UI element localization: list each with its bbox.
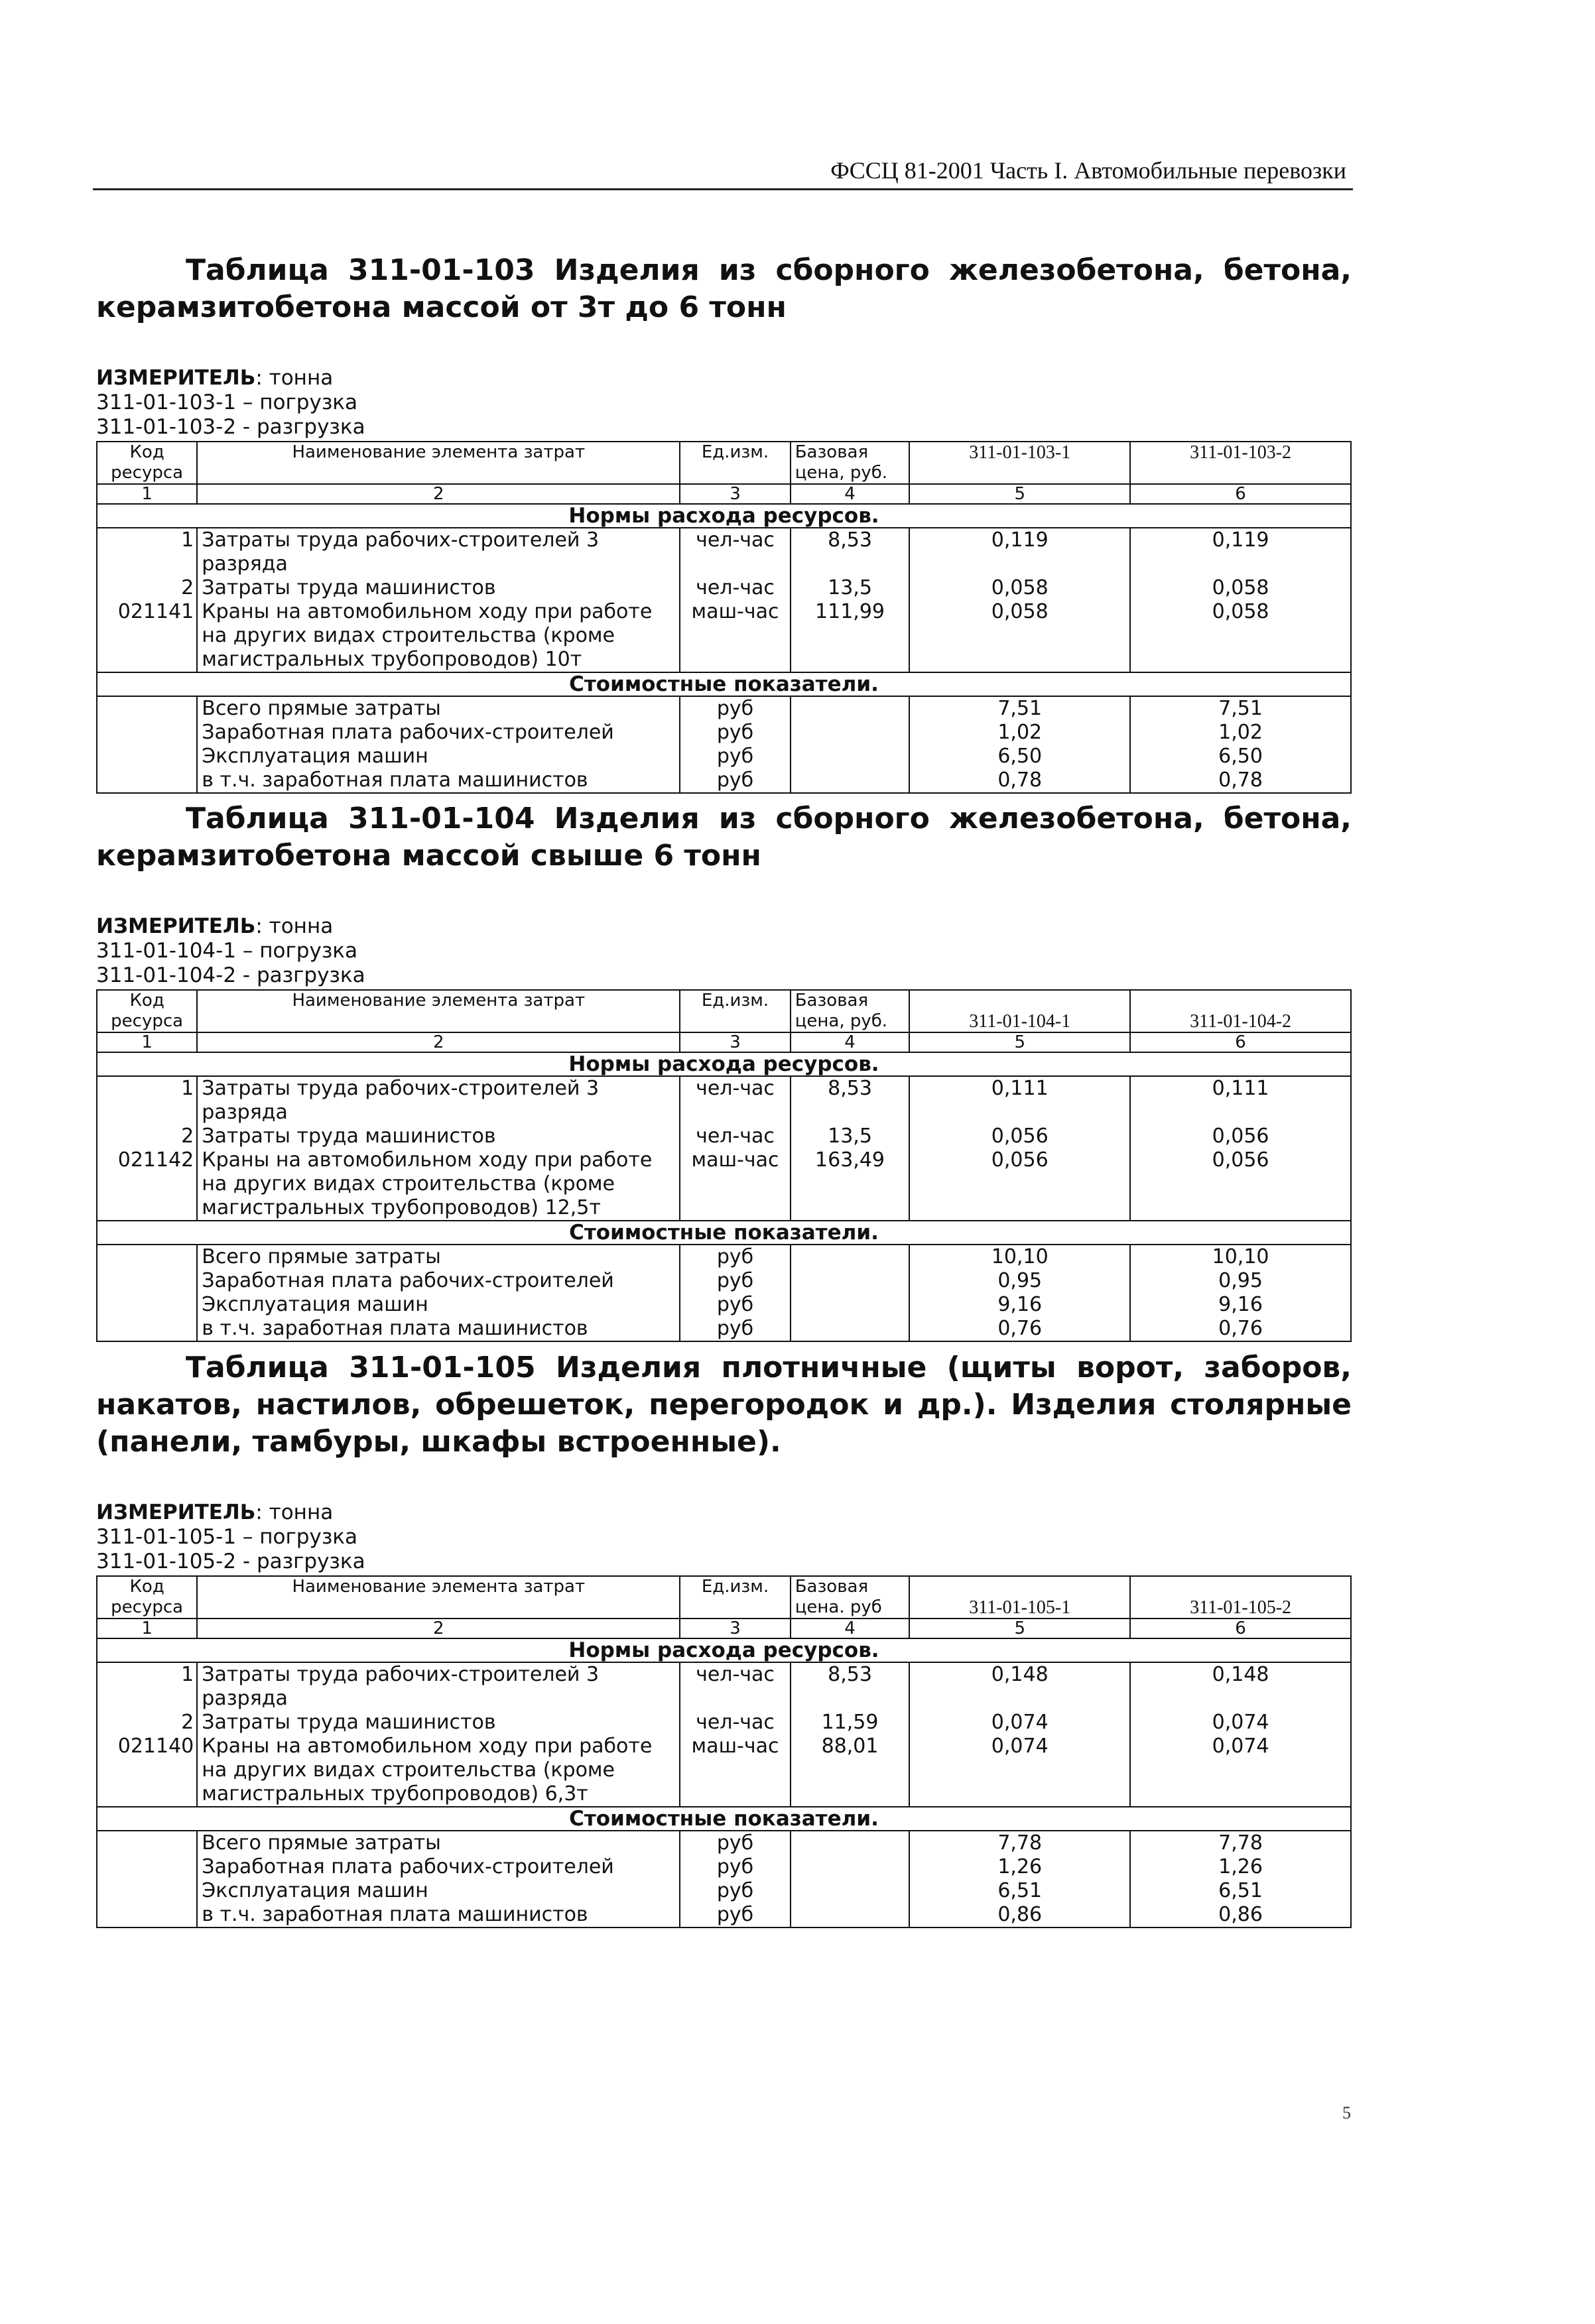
resource-unit: чел-час (680, 576, 790, 600)
column-number: 5 (909, 1619, 1130, 1638)
resource-price: 13,5 (791, 576, 910, 600)
resource-name: Затраты труда машинистов (197, 1711, 680, 1735)
value-col6: 0,074 (1130, 1735, 1351, 1807)
header-price: Базовая цена, руб. (791, 442, 910, 484)
cost-row (97, 1269, 1351, 1293)
cost-code-empty (97, 1269, 197, 1293)
value-col6: 0,056 (1130, 1148, 1351, 1221)
cost-col6: 1,02 (1130, 721, 1351, 745)
meter-label: ИЗМЕРИТЕЛЬ (96, 366, 256, 390)
column-number: 4 (791, 484, 910, 504)
page-number: 5 (1342, 2103, 1351, 2122)
header-col6: 311-01-105-2 (1130, 1576, 1351, 1619)
cost-row (97, 1831, 1351, 1855)
norms-band (97, 1638, 1351, 1662)
page-header (93, 156, 1353, 190)
resource-code: 021142 (97, 1148, 197, 1221)
value-col5: 0,058 (909, 600, 1130, 672)
resource-unit: чел-час (680, 1711, 790, 1735)
operation-loading: 311-01-103-1 – погрузка (96, 391, 358, 414)
value-col5: 0,148 (909, 1662, 1130, 1711)
cost-name: Эксплуатация машин (197, 1293, 680, 1317)
meter-line (96, 1500, 1352, 1525)
header-col5: 311-01-104-1 (909, 990, 1130, 1032)
resource-name: Затраты труда машинистов (197, 1125, 680, 1148)
header-col6: 311-01-104-2 (1130, 990, 1351, 1032)
cost-name: Эксплуатация машин (197, 1879, 680, 1903)
value-col6: 0,058 (1130, 600, 1351, 672)
resource-name: Краны на автомобильном ходу при работе на других видах строительства (кроме магистральных трубопроводов) 12,5т (197, 1148, 680, 1221)
cost-row (97, 1903, 1351, 1927)
table-title: Таблица 311-01-104 Изделия из сборного железобетона, бетона, керамзитобетона массой свыше 6 тонн (96, 802, 1352, 873)
resource-table (96, 1575, 1352, 1928)
resource-unit: чел-час (680, 1662, 790, 1711)
norm-row (97, 1148, 1351, 1221)
cost-code-empty (97, 1903, 197, 1927)
cost-code-empty (97, 745, 197, 768)
table-section-104 (96, 800, 1352, 1342)
cost-price-empty (791, 768, 910, 793)
column-number: 3 (680, 484, 790, 504)
cost-unit: руб (680, 1293, 790, 1317)
cost-name: Всего прямые затраты (197, 1245, 680, 1269)
cost-code-empty (97, 721, 197, 745)
cost-unit: руб (680, 768, 790, 793)
cost-code-empty (97, 1293, 197, 1317)
cost-col6: 6,51 (1130, 1879, 1351, 1903)
header-col5: 311-01-105-1 (909, 1576, 1130, 1619)
meter-line (96, 366, 1352, 391)
cost-col5: 10,10 (909, 1245, 1130, 1269)
cost-row (97, 696, 1351, 721)
header-price: Базовая цена, руб. (791, 990, 910, 1032)
norm-row (97, 1125, 1351, 1148)
header-code: Код ресурса (97, 990, 197, 1032)
resource-price: 8,53 (791, 528, 910, 576)
header-unit: Ед.изм. (680, 1576, 790, 1619)
resource-code: 1 (97, 1076, 197, 1125)
cost-row (97, 1317, 1351, 1341)
norm-row (97, 600, 1351, 672)
cost-col6: 7,51 (1130, 696, 1351, 721)
resource-code: 1 (97, 528, 197, 576)
meter-label: ИЗМЕРИТЕЛЬ (96, 914, 256, 938)
resource-price: 163,49 (791, 1148, 910, 1221)
costs-band-label: Стоимостные показатели. (97, 1221, 1351, 1245)
resource-name: Затраты труда рабочих-строителей 3 разряда (197, 1662, 680, 1711)
resource-unit: маш-час (680, 600, 790, 672)
meter-value: : тонна (255, 1500, 334, 1524)
cost-col5: 0,95 (909, 1269, 1130, 1293)
value-col5: 0,119 (909, 528, 1130, 576)
norms-band-label: Нормы расхода ресурсов. (97, 504, 1351, 528)
cost-unit: руб (680, 745, 790, 768)
column-number: 1 (97, 1032, 197, 1052)
column-number: 2 (197, 1619, 680, 1638)
cost-unit: руб (680, 1245, 790, 1269)
meter-line (96, 914, 1352, 939)
costs-band (97, 672, 1351, 696)
cost-code-empty (97, 768, 197, 793)
cost-code-empty (97, 696, 197, 721)
meter-value: : тонна (255, 914, 334, 938)
norms-band (97, 1052, 1351, 1076)
cost-col6: 1,26 (1130, 1855, 1351, 1879)
value-col6: 0,056 (1130, 1125, 1351, 1148)
resource-table (96, 441, 1352, 794)
cost-price-empty (791, 1855, 910, 1879)
cost-name: в т.ч. заработная плата машинистов (197, 1903, 680, 1927)
column-number: 2 (197, 484, 680, 504)
cost-price-empty (791, 1879, 910, 1903)
cost-col5: 7,78 (909, 1831, 1130, 1855)
resource-table (96, 989, 1352, 1342)
operation-loading: 311-01-105-1 – погрузка (96, 1525, 358, 1549)
column-number-row (97, 1032, 1351, 1052)
resource-unit: чел-час (680, 1125, 790, 1148)
cost-price-empty (791, 1317, 910, 1341)
cost-col6: 7,78 (1130, 1831, 1351, 1855)
cost-name: Всего прямые затраты (197, 1831, 680, 1855)
cost-row (97, 1293, 1351, 1317)
cost-name: Эксплуатация машин (197, 745, 680, 768)
costs-band (97, 1807, 1351, 1831)
header-code: Код ресурса (97, 1576, 197, 1619)
column-number: 1 (97, 1619, 197, 1638)
operation-unloading: 311-01-105-2 - разгрузка (96, 1550, 365, 1573)
resource-name: Затраты труда рабочих-строителей 3 разряда (197, 528, 680, 576)
norm-row (97, 1735, 1351, 1807)
header-name: Наименование элемента затрат (197, 1576, 680, 1619)
cost-unit: руб (680, 1269, 790, 1293)
norms-band (97, 504, 1351, 528)
meter-value: : тонна (255, 366, 334, 390)
cost-name: в т.ч. заработная плата машинистов (197, 1317, 680, 1341)
cost-name: Заработная плата рабочих-строителей (197, 1855, 680, 1879)
value-col5: 0,056 (909, 1125, 1130, 1148)
column-number: 3 (680, 1032, 790, 1052)
cost-unit: руб (680, 1855, 790, 1879)
header-col6: 311-01-103-2 (1130, 442, 1351, 484)
column-number: 5 (909, 1032, 1130, 1052)
operation-unloading: 311-01-104-2 - разгрузка (96, 963, 365, 987)
cost-unit: руб (680, 1879, 790, 1903)
norm-row (97, 1662, 1351, 1711)
resource-price: 11,59 (791, 1711, 910, 1735)
resource-name: Краны на автомобильном ходу при работе на других видах строительства (кроме магистральных трубопроводов) 6,3т (197, 1735, 680, 1807)
resource-name: Краны на автомобильном ходу при работе на других видах строительства (кроме магистральных трубопроводов) 10т (197, 600, 680, 672)
cost-row (97, 1879, 1351, 1903)
norm-row (97, 576, 1351, 600)
resource-price: 8,53 (791, 1076, 910, 1125)
cost-unit: руб (680, 696, 790, 721)
column-number: 6 (1130, 1619, 1351, 1638)
value-col6: 0,111 (1130, 1076, 1351, 1125)
resource-code: 2 (97, 1125, 197, 1148)
cost-name: Заработная плата рабочих-строителей (197, 1269, 680, 1293)
header-name: Наименование элемента затрат (197, 442, 680, 484)
table-title: Таблица 311-01-103 Изделия из сборного железобетона, бетона, керамзитобетона массой от 3т до 6 тонн (96, 253, 1352, 324)
column-number: 4 (791, 1032, 910, 1052)
resource-price: 13,5 (791, 1125, 910, 1148)
norms-band-label: Нормы расхода ресурсов. (97, 1052, 1351, 1076)
cost-col6: 10,10 (1130, 1245, 1351, 1269)
resource-unit: маш-час (680, 1735, 790, 1807)
cost-col5: 6,50 (909, 745, 1130, 768)
cost-code-empty (97, 1317, 197, 1341)
norms-band-label: Нормы расхода ресурсов. (97, 1638, 1351, 1662)
cost-row (97, 1245, 1351, 1269)
cost-row (97, 745, 1351, 768)
cost-unit: руб (680, 1831, 790, 1855)
column-number: 5 (909, 484, 1130, 504)
cost-price-empty (791, 745, 910, 768)
cost-price-empty (791, 1269, 910, 1293)
cost-row (97, 768, 1351, 793)
header-unit: Ед.изм. (680, 990, 790, 1032)
column-number: 2 (197, 1032, 680, 1052)
resource-code: 1 (97, 1662, 197, 1711)
resource-unit: чел-час (680, 1076, 790, 1125)
table-section-103 (96, 252, 1352, 794)
column-number: 4 (791, 1619, 910, 1638)
cost-col6: 0,86 (1130, 1903, 1351, 1927)
cost-col6: 0,76 (1130, 1317, 1351, 1341)
cost-unit: руб (680, 1903, 790, 1927)
column-number: 6 (1130, 1032, 1351, 1052)
table-title: Таблица 311-01-105 Изделия плотничные (щиты ворот, заборов, накатов, настилов, обрешеток, перегородок и др.). Изделия столярные (панели, тамбуры, шкафы встроенные). (96, 1351, 1352, 1459)
cost-price-empty (791, 696, 910, 721)
resource-unit: маш-час (680, 1148, 790, 1221)
meter-block (96, 1500, 1352, 1574)
resource-name: Затраты труда рабочих-строителей 3 разряда (197, 1076, 680, 1125)
cost-col6: 9,16 (1130, 1293, 1351, 1317)
table-header-row (97, 1576, 1351, 1619)
norm-row (97, 1076, 1351, 1125)
resource-name: Затраты труда машинистов (197, 576, 680, 600)
column-number: 6 (1130, 484, 1351, 504)
value-col5: 0,058 (909, 576, 1130, 600)
column-number-row (97, 1619, 1351, 1638)
resource-code: 021141 (97, 600, 197, 672)
cost-unit: руб (680, 721, 790, 745)
cost-name: Заработная плата рабочих-строителей (197, 721, 680, 745)
cost-price-empty (791, 721, 910, 745)
column-number: 1 (97, 484, 197, 504)
value-col5: 0,074 (909, 1711, 1130, 1735)
norm-row (97, 528, 1351, 576)
cost-col5: 9,16 (909, 1293, 1130, 1317)
costs-band-label: Стоимостные показатели. (97, 672, 1351, 696)
resource-code: 021140 (97, 1735, 197, 1807)
cost-row (97, 1855, 1351, 1879)
cost-code-empty (97, 1831, 197, 1855)
document-code: ФССЦ 81-2001 Часть I. Автомобильные перевозки (830, 157, 1346, 184)
meter-block (96, 914, 1352, 988)
operation-loading: 311-01-104-1 – погрузка (96, 939, 358, 963)
resource-price: 111,99 (791, 600, 910, 672)
cost-row (97, 721, 1351, 745)
value-col6: 0,058 (1130, 576, 1351, 600)
cost-name: Всего прямые затраты (197, 696, 680, 721)
table-section-105 (96, 1349, 1352, 1928)
cost-code-empty (97, 1879, 197, 1903)
cost-col5: 0,86 (909, 1903, 1130, 1927)
cost-price-empty (791, 1831, 910, 1855)
cost-code-empty (97, 1855, 197, 1879)
resource-code: 2 (97, 576, 197, 600)
resource-price: 88,01 (791, 1735, 910, 1807)
cost-col5: 0,78 (909, 768, 1130, 793)
header-name: Наименование элемента затрат (197, 990, 680, 1032)
cost-price-empty (791, 1293, 910, 1317)
value-col5: 0,111 (909, 1076, 1130, 1125)
resource-price: 8,53 (791, 1662, 910, 1711)
cost-col5: 0,76 (909, 1317, 1130, 1341)
value-col6: 0,074 (1130, 1711, 1351, 1735)
column-number-row (97, 484, 1351, 504)
cost-code-empty (97, 1245, 197, 1269)
cost-col5: 1,26 (909, 1855, 1130, 1879)
meter-label: ИЗМЕРИТЕЛЬ (96, 1500, 256, 1524)
value-col5: 0,074 (909, 1735, 1130, 1807)
operation-unloading: 311-01-103-2 - разгрузка (96, 415, 365, 439)
cost-col6: 6,50 (1130, 745, 1351, 768)
value-col6: 0,148 (1130, 1662, 1351, 1711)
header-unit: Ед.изм. (680, 442, 790, 484)
cost-col6: 0,95 (1130, 1269, 1351, 1293)
value-col5: 0,056 (909, 1148, 1130, 1221)
resource-code: 2 (97, 1711, 197, 1735)
cost-col5: 1,02 (909, 721, 1130, 745)
costs-band-label: Стоимостные показатели. (97, 1807, 1351, 1831)
header-price: Базовая цена. руб (791, 1576, 910, 1619)
cost-col5: 7,51 (909, 696, 1130, 721)
costs-band (97, 1221, 1351, 1245)
header-col5: 311-01-103-1 (909, 442, 1130, 484)
cost-unit: руб (680, 1317, 790, 1341)
cost-price-empty (791, 1245, 910, 1269)
norm-row (97, 1711, 1351, 1735)
table-header-row (97, 442, 1351, 484)
cost-col6: 0,78 (1130, 768, 1351, 793)
column-number: 3 (680, 1619, 790, 1638)
cost-name: в т.ч. заработная плата машинистов (197, 768, 680, 793)
table-header-row (97, 990, 1351, 1032)
resource-unit: чел-час (680, 528, 790, 576)
meter-block (96, 366, 1352, 440)
value-col6: 0,119 (1130, 528, 1351, 576)
cost-col5: 6,51 (909, 1879, 1130, 1903)
cost-price-empty (791, 1903, 910, 1927)
header-code: Код ресурса (97, 442, 197, 484)
